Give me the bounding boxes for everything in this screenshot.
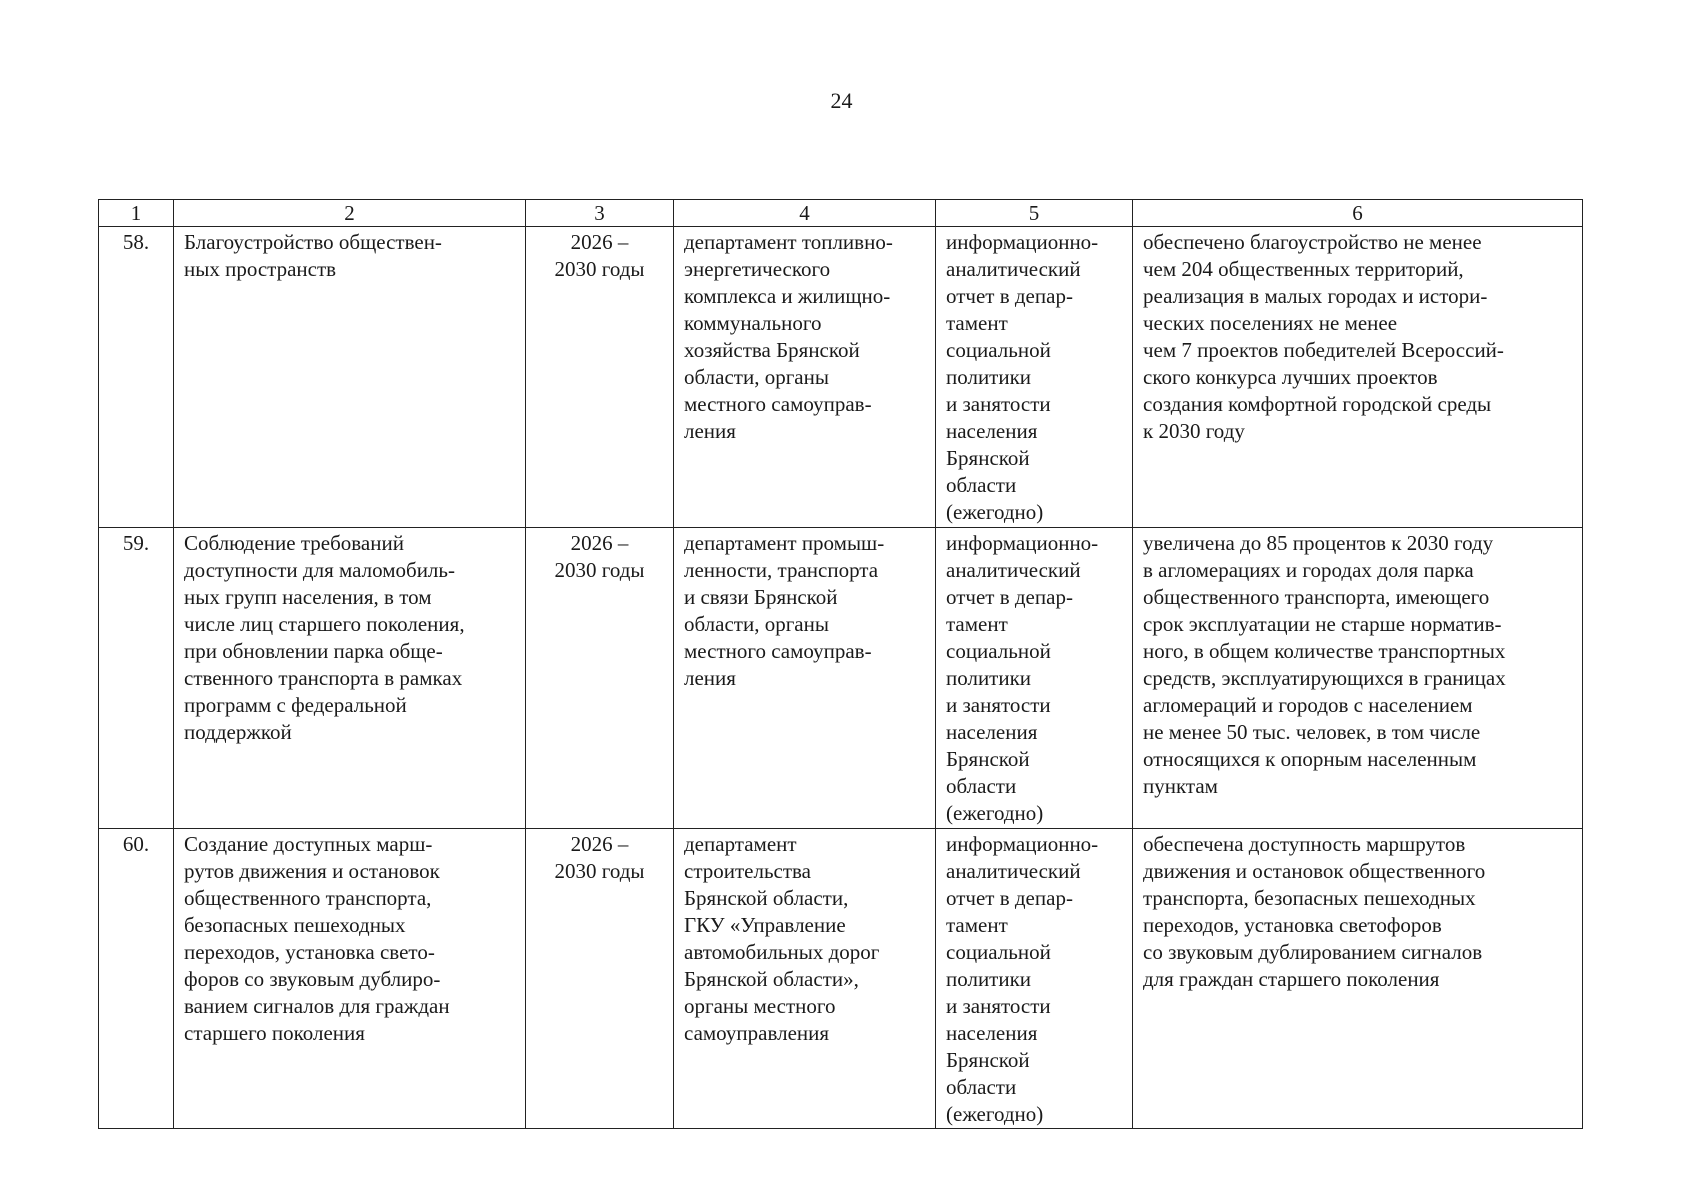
executor-cell: департамент промыш- ленности, транспорта и связи Брянской области, органы местного самоуправ- ления [674,528,936,829]
row-number: 59. [99,528,174,829]
table-header-row [99,200,1583,227]
column-header: 3 [526,200,674,227]
column-header: 6 [1133,200,1583,227]
row-number: 58. [99,227,174,528]
column-header: 5 [936,200,1133,227]
table-row [99,528,1583,829]
result-cell: обеспечено благоустройство не менее чем 204 общественных территорий, реализация в малых городах и истори- ческих поселениях не менее чем 7 проектов победителей Всероссий- ского конкурса лучших проектов создания комфортной городской среды к 2030 году [1133,227,1583,528]
report-cell: информационно- аналитический отчет в депар- тамент социальной политики и занятости населения Брянской области (ежегодно) [936,528,1133,829]
period-cell: 2026 – 2030 годы [526,829,674,1129]
column-header: 4 [674,200,936,227]
page-number: 24 [830,88,853,113]
activity-cell: Соблюдение требований доступности для маломобиль- ных групп населения, в том числе лиц старшего поколения, при обновлении парка обще- ственного транспорта в рамках программ с федеральной поддержкой [174,528,526,829]
executor-cell: департамент топливно- энергетического комплекса и жилищно- коммунального хозяйства Брянской области, органы местного самоуправ- ления [674,227,936,528]
activity-cell: Создание доступных марш- рутов движения и остановок общественного транспорта, безопасных пешеходных переходов, установка свето- форов со звуковым дублиро- ванием сигналов для граждан старшего поколения [174,829,526,1129]
table-row [99,829,1583,1129]
activity-cell: Благоустройство обществен- ных пространств [174,227,526,528]
table-row [99,227,1583,528]
report-cell: информационно- аналитический отчет в депар- тамент социальной политики и занятости населения Брянской области (ежегодно) [936,829,1133,1129]
column-header: 1 [99,200,174,227]
result-cell: увеличена до 85 процентов к 2030 году в агломерациях и городах доля парка общественного транспорта, имеющего срок эксплуатации не старше норматив- ного, в общем количестве транспортных средств, эксплуатирующихся в границах агломераций и городов с населением не менее 50 тыс. человек, в том числе относящихся к опорным населенным пунктам [1133,528,1583,829]
column-header: 2 [174,200,526,227]
period-cell: 2026 – 2030 годы [526,227,674,528]
executor-cell: департамент строительства Брянской области, ГКУ «Управление автомобильных дорог Брянской области», органы местного самоуправления [674,829,936,1129]
measures-table [98,199,1583,1129]
period-cell: 2026 – 2030 годы [526,528,674,829]
row-number: 60. [99,829,174,1129]
report-cell: информационно- аналитический отчет в депар- тамент социальной политики и занятости населения Брянской области (ежегодно) [936,227,1133,528]
result-cell: обеспечена доступность маршрутов движения и остановок общественного транспорта, безопасных пешеходных переходов, установка светофоров со звуковым дублированием сигналов для граждан старшего поколения [1133,829,1583,1129]
